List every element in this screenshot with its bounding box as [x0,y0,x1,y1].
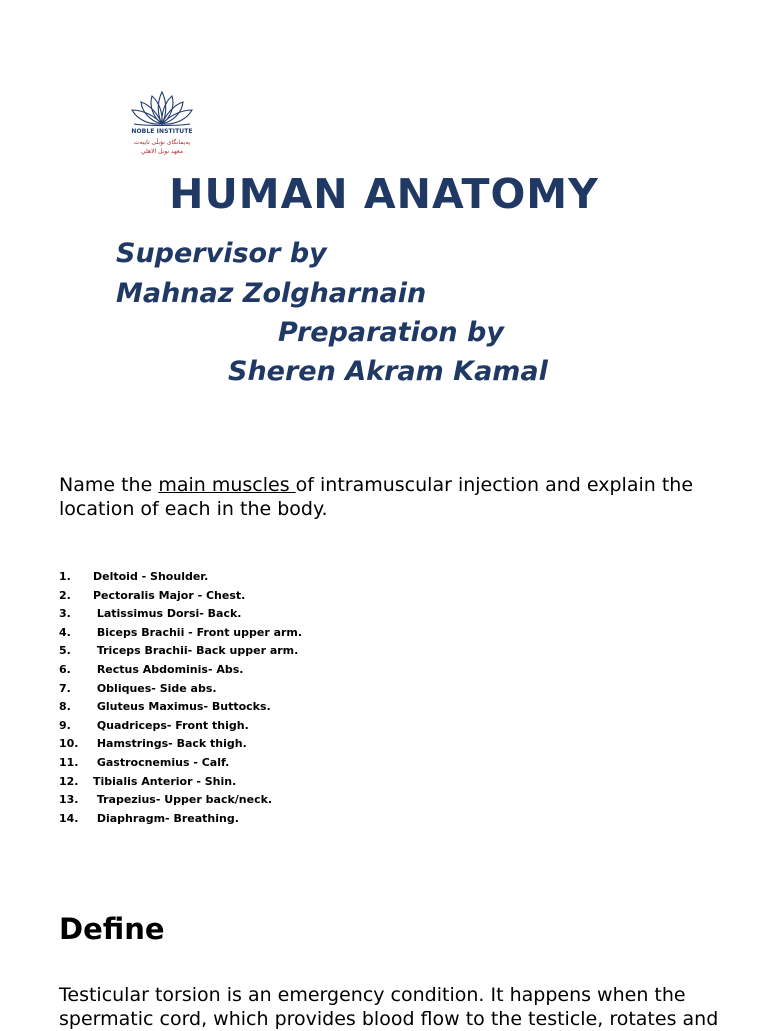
list-item-number: 3. [59,607,71,621]
list-item-number: 9. [59,718,71,732]
list-item-text: Pectoralis Major - Chest. [93,588,246,602]
logo-name: NOBLE INSTITUTE [131,128,193,135]
list-item [59,698,302,717]
list-item-number: 1. [59,570,71,583]
list-item-number: 2. [59,588,71,602]
list-item-text: Gastrocnemius - Calf. [93,755,230,769]
list-item [59,680,302,699]
list-item-number: 4. [59,625,71,639]
institute-logo [126,88,198,162]
page-title: HUMAN ANATOMY [169,170,599,218]
lotus-icon [126,88,198,128]
list-item-text: Quadriceps- Front thigh. [93,718,249,732]
list-item-number: 12. [59,774,79,788]
list-item [59,624,302,643]
list-item [59,810,302,829]
list-item [59,568,302,587]
list-item-number: 7. [59,681,71,695]
define-paragraph: Testicular torsion is an emergency condition. It happens when the spermatic cord, which provides blood flow to the testicle, rotates and [59,984,719,1030]
list-item [59,605,302,624]
logo-arabic-line2: معهد نوبل الاهلي [140,148,184,155]
list-item-number: 13. [59,793,79,807]
list-item-text: Triceps Brachii- Back upper arm. [93,644,299,658]
list-item [59,587,302,606]
list-item-number: 10. [59,737,79,751]
define-heading: Define [59,912,165,946]
list-item-text: Trapezius- Upper back/neck. [93,793,273,807]
list-item-number: 14. [59,811,79,825]
list-item [59,773,302,792]
list-item-text: Gluteus Maximus- Buttocks. [93,700,271,714]
list-item-text: Obliques- Side abs. [93,681,217,695]
question-after: of intramuscular injection and explain the location of each in the body. [59,474,694,520]
list-item-text: Diaphragm- Breathing. [93,811,239,825]
preparer-name: Sheren Akram Kamal [228,356,548,387]
preparation-label: Preparation by [278,317,504,348]
supervisor-name: Mahnaz Zolgharnain [116,278,427,309]
list-item [59,791,302,810]
list-item-number: 6. [59,662,71,676]
logo-arabic-line1: پەیمانگای نۆبڵی تایبەت [133,139,191,146]
muscle-list [59,568,302,828]
list-item [59,661,302,680]
list-item-text: Tibialis Anterior - Shin. [93,774,237,788]
list-item [59,642,302,661]
list-item [59,735,302,754]
supervisor-label: Supervisor by [116,238,327,269]
list-item-text: Deltoid - Shoulder. [93,570,209,583]
question-underlined: main muscles [158,474,296,496]
list-item-number: 11. [59,755,79,769]
list-item [59,754,302,773]
list-item-text: Latissimus Dorsi- Back. [93,607,242,621]
list-item-text: Rectus Abdominis- Abs. [93,662,244,676]
list-item-number: 5. [59,644,71,658]
question-text [59,473,699,521]
question-before: Name the [59,474,159,496]
list-item [59,717,302,736]
list-item-text: Biceps Brachii - Front upper arm. [93,625,303,639]
list-item-text: Hamstrings- Back thigh. [93,737,247,751]
list-item-number: 8. [59,700,71,714]
